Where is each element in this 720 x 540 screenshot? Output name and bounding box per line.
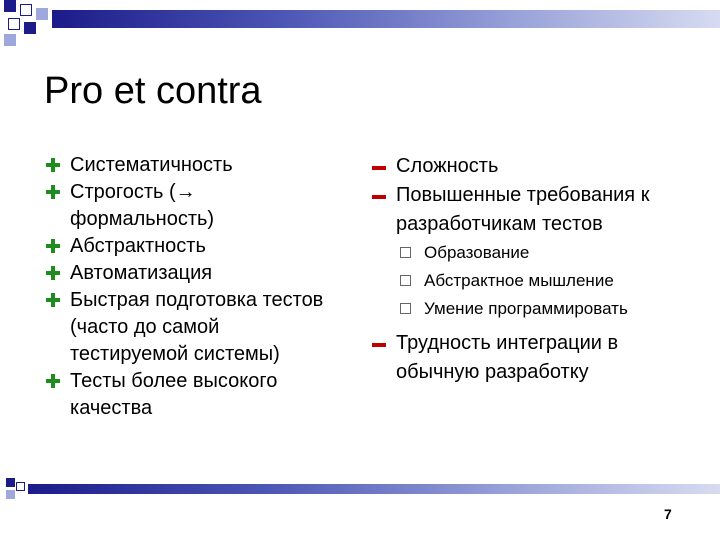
page-title: Pro et contra bbox=[44, 70, 262, 112]
decor-square bbox=[4, 0, 16, 12]
plus-icon bbox=[42, 179, 64, 206]
minus-icon bbox=[368, 181, 390, 208]
plus-icon bbox=[42, 260, 64, 287]
pro-item bbox=[42, 287, 342, 368]
checkbox-icon bbox=[400, 247, 411, 258]
checkbox-icon bbox=[400, 303, 411, 314]
decor-square bbox=[6, 478, 15, 487]
pro-item-text: Абстрактность bbox=[70, 235, 206, 257]
pro-item bbox=[42, 260, 342, 287]
pro-item bbox=[42, 233, 342, 260]
decor-square bbox=[24, 22, 36, 34]
pro-item bbox=[42, 368, 342, 422]
pro-item-text: Тесты более высокого качества bbox=[70, 370, 278, 419]
pro-item bbox=[42, 152, 342, 179]
plus-icon bbox=[42, 287, 64, 314]
decor-square bbox=[8, 18, 20, 30]
plus-icon bbox=[42, 233, 64, 260]
decor-square bbox=[6, 490, 15, 499]
con-item bbox=[368, 152, 698, 181]
decor-square bbox=[4, 34, 16, 46]
decor-square bbox=[36, 8, 48, 20]
con-item bbox=[368, 181, 698, 239]
pro-item-text: Систематичность bbox=[70, 154, 233, 176]
plus-icon bbox=[42, 152, 64, 179]
cons-list bbox=[368, 152, 698, 387]
con-item-text: Повышенные требования к разработчикам тестов bbox=[396, 184, 650, 235]
page-number: 7 bbox=[664, 506, 672, 522]
con-sub-item-text: Образование bbox=[424, 243, 530, 262]
con-item bbox=[368, 329, 698, 387]
checkbox-icon bbox=[400, 275, 411, 286]
header-decoration bbox=[0, 0, 60, 50]
pro-item-text: Строгость (→ формальность) bbox=[70, 181, 215, 230]
con-item-text: Трудность интеграции в обычную разработку bbox=[396, 332, 619, 383]
pro-item-text: Быстрая подготовка тестов (часто до самой тестируемой системы) bbox=[70, 289, 324, 365]
plus-icon bbox=[42, 368, 64, 395]
con-sub-item-text: Умение программировать bbox=[424, 299, 628, 318]
header-bar bbox=[52, 10, 720, 28]
decor-square bbox=[20, 4, 32, 16]
footer-bar bbox=[28, 484, 720, 494]
con-item-text: Сложность bbox=[396, 155, 499, 177]
decor-square bbox=[16, 482, 25, 491]
con-sub-item bbox=[396, 239, 698, 267]
con-sub-item bbox=[396, 267, 698, 295]
con-sub-item-text: Абстрактное мышление bbox=[424, 271, 614, 290]
con-sub-item bbox=[396, 295, 698, 323]
pro-item-text: Автоматизация bbox=[70, 262, 213, 284]
pros-list bbox=[42, 152, 342, 422]
minus-icon bbox=[368, 152, 390, 179]
pro-item bbox=[42, 179, 342, 233]
minus-icon bbox=[368, 329, 390, 356]
